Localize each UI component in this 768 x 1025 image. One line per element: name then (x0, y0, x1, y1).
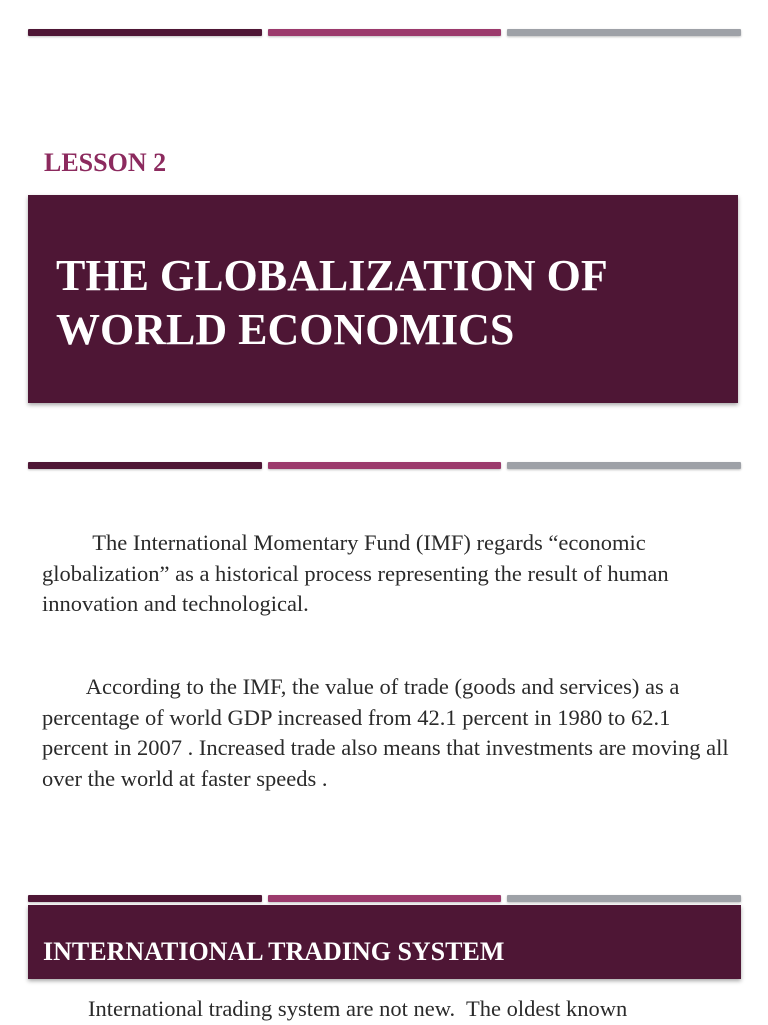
lesson-label: LESSON 2 (44, 148, 167, 177)
divider-segment-dark (28, 462, 262, 469)
title-banner (28, 195, 738, 403)
divider-segment-gray (507, 29, 741, 36)
divider-segment-dark (28, 29, 262, 36)
divider-segment-accent (268, 462, 502, 469)
paragraph-trade-value: According to the IMF, the value of trade (goods and services) as a percentage of world GDP increased from 42.1 percent in 1980 to 62.1 percent in 2007 . Increased trade also means that investments are moving all over the world at faster speeds . (42, 674, 729, 791)
divider-segment-accent (268, 895, 502, 902)
section-paragraph: International trading system are not new. The oldest known (88, 996, 628, 1021)
divider-segment-gray (507, 462, 741, 469)
paragraph-imf-definition: The International Momentary Fund (IMF) regards “economic globalization” as a historical process representing the result of human innovation and technological. (42, 530, 669, 616)
section-title: INTERNATIONAL TRADING SYSTEM (43, 937, 505, 966)
section-banner (28, 905, 741, 979)
divider-segment-accent (268, 29, 502, 36)
section-divider (28, 895, 741, 902)
page-title: THE GLOBALIZATION OF WORLD ECONOMICS (56, 251, 607, 354)
middle-divider (28, 462, 741, 469)
divider-segment-gray (507, 895, 741, 902)
divider-segment-dark (28, 895, 262, 902)
top-divider (28, 29, 741, 36)
